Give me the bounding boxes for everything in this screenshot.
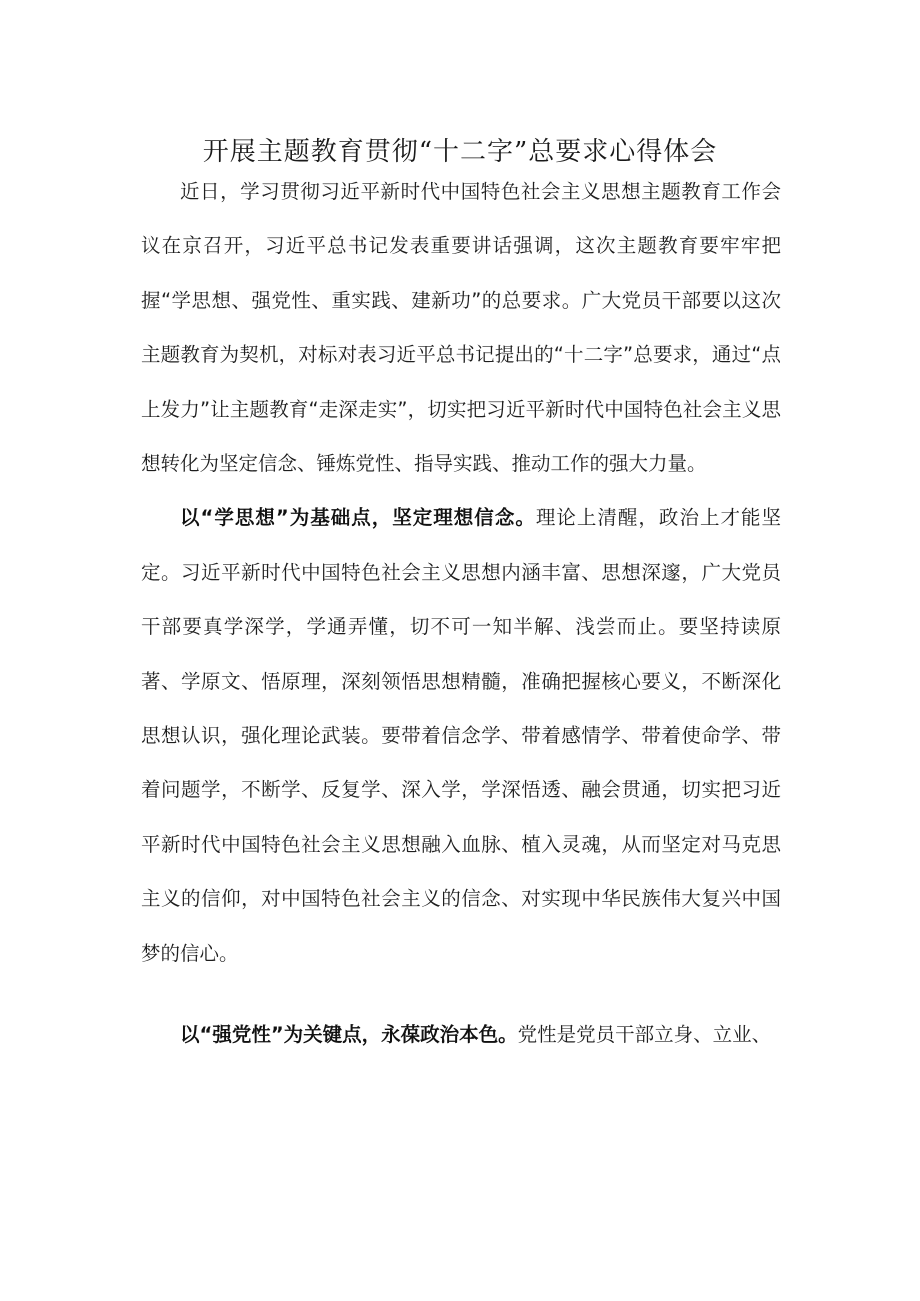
document-body: [141, 165, 781, 1063]
paragraph-lead: 以“强党性”为关键点，永葆政治本色。: [180, 1023, 518, 1047]
paragraph-text: 理论上清醒，政治上才能坚定。习近平新时代中国特色社会主义思想内涵丰富、思想深邃，广大党员干部要真学深学，学通弄懂，切不可一知半解、浅尝而止。要坚持读原著、学原文、悟原理，深刻领悟思想精髓，准确把握核心要义，不断深化思想认识，强化理论武装。要带着信念学、带着感情学、带着使命学、带着问题学，不断学、反复学、深入学，学深悟透、融会贯通，切实把习近平新时代中国特色社会主义思想融入血脉、植入灵魂，从而坚定对马克思主义的信仰，对中国特色社会主义的信念、对实现中华民族伟大复兴中国梦的信心。: [141, 506, 781, 965]
paragraph-intro: [141, 165, 781, 491]
paragraph-strengthen-party-spirit: [141, 1008, 781, 1062]
paragraph-lead: 以“学思想”为基础点，坚定理想信念。: [180, 506, 536, 530]
paragraph-text: 近日，学习贯彻习近平新时代中国特色社会主义思想主题教育工作会议在京召开，习近平总书记发表重要讲话强调，这次主题教育要牢牢把握“学思想、强党性、重实践、建新功”的总要求。广大党员干部要以这次主题教育为契机，对标对表习近平总书记提出的“十二字”总要求，通过“点上发力”让主题教育“走深走实”，切实把习近平新时代中国特色社会主义思想转化为坚定信念、锤炼党性、指导实践、推动工作的强大力量。: [141, 180, 781, 476]
paragraph-text: 党性是党员干部立身、立业、: [517, 1023, 772, 1047]
paragraph-study-thought: [141, 491, 781, 981]
document-title: 开展主题教育贯彻“十二字”总要求心得体会: [202, 137, 718, 167]
